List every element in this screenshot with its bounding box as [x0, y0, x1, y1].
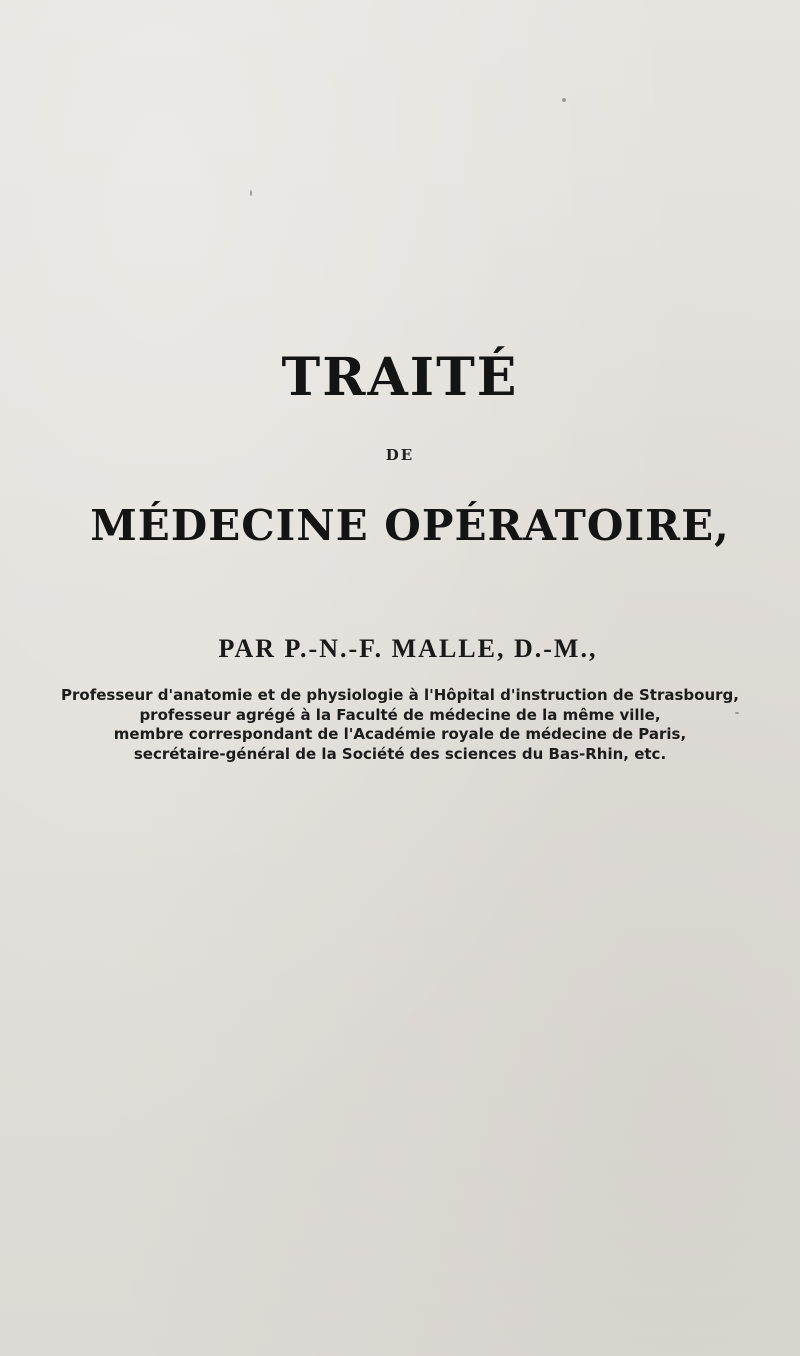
credential-line: secrétaire-général de la Société des sciences du Bas-Rhin, etc. [133, 744, 667, 763]
ink-speck [562, 98, 566, 102]
book-title: TRAITÉ [281, 347, 519, 408]
ink-speck [250, 190, 252, 196]
author-credentials [0, 686, 800, 764]
credential-line: membre correspondant de l'Académie royale de médecine de Paris, [113, 725, 687, 743]
author-line: PAR P.-N.-F. MALLE, D.-M., [218, 634, 598, 663]
credential-line: professeur agrégé à la Faculté de médecine de la même ville, [139, 705, 661, 724]
title-connector: DE [385, 446, 415, 464]
book-subtitle: MÉDECINE OPÉRATOIRE, [90, 501, 730, 550]
credential-line: Professeur d'anatomie et de physiologie à l'Hôpital d'instruction de Strasbourg, [61, 686, 739, 704]
